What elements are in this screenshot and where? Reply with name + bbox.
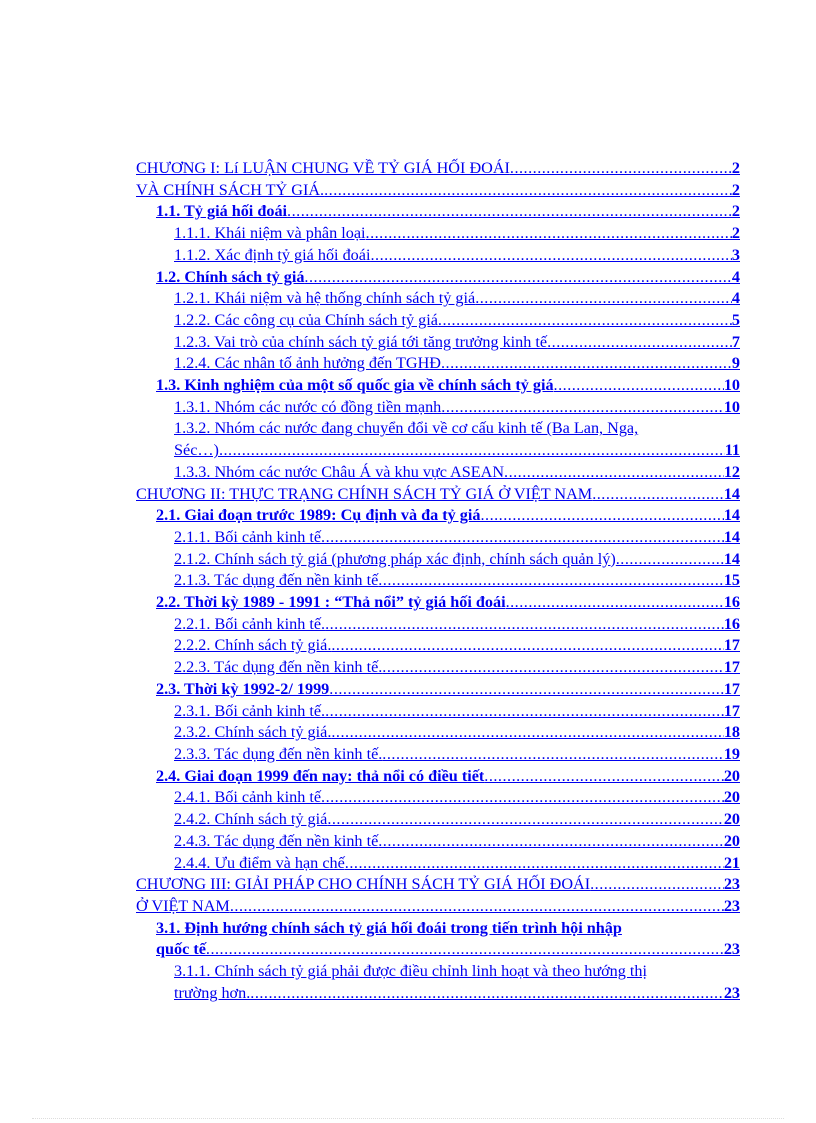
toc-leader <box>370 245 731 267</box>
toc-entry[interactable] <box>136 158 740 180</box>
toc-entry-title: 2.3.3. Tác dụng đến nền kinh tế. <box>174 744 383 763</box>
toc-leader <box>304 267 731 289</box>
toc-leader <box>382 744 724 766</box>
toc-entry[interactable] <box>136 549 740 571</box>
toc-page-number: 11 <box>724 441 740 460</box>
toc-entry[interactable] <box>136 353 740 375</box>
toc-leader <box>250 983 724 1005</box>
toc-page-number: 10 <box>723 376 740 395</box>
toc-leader <box>475 288 732 310</box>
toc-entry[interactable] <box>136 766 740 788</box>
toc-leader <box>382 657 724 679</box>
toc-leader <box>378 831 724 853</box>
toc-entry-title: 2.2. Thời kỳ 1989 - 1991 : “Thả nổi” tỷ giá hối đoái <box>156 593 506 612</box>
toc-leader <box>547 332 732 354</box>
toc-entry[interactable] <box>136 787 740 809</box>
toc-entry[interactable] <box>136 635 740 657</box>
toc-entry-title: 1.3.1. Nhóm các nước có đồng tiền mạnh <box>174 397 442 416</box>
toc-page-number: 17 <box>723 701 740 720</box>
toc-page-number: 23 <box>723 875 740 894</box>
toc-page-number: 20 <box>723 831 740 850</box>
toc-page-number: 9 <box>731 354 740 373</box>
toc-page-number: 2 <box>731 202 740 221</box>
toc-leader <box>325 701 724 723</box>
toc-leader <box>506 592 724 614</box>
toc-entry-title: 2.4. Giai đoạn 1999 đến nay: thả nổi có điều tiết <box>156 766 485 785</box>
toc-entry-title: 1.3. Kinh nghiệm của một số quốc gia về chính sách tỷ giá <box>156 376 554 395</box>
toc-entry[interactable] <box>136 918 740 961</box>
toc-entry[interactable] <box>136 896 740 918</box>
toc-page-number: 5 <box>731 310 740 329</box>
toc-page-number: 12 <box>723 462 740 481</box>
toc-page-number: 10 <box>723 397 740 416</box>
toc-entry[interactable] <box>136 853 740 875</box>
toc-leader <box>616 549 724 571</box>
toc-entry[interactable] <box>136 961 740 1004</box>
toc-page-number: 15 <box>723 571 740 590</box>
toc-page-number: 7 <box>731 332 740 351</box>
toc-entry-title: CHƯƠNG III: GIẢI PHÁP CHO CHÍNH SÁCH TỶ GIÁ HỐI ĐOÁI <box>136 875 591 894</box>
toc-entry[interactable] <box>136 462 740 484</box>
toc-entry[interactable] <box>136 332 740 354</box>
toc-entry-title: 2.2.2. Chính sách tỷ giá. <box>174 636 332 655</box>
toc-entry-title: 1.2.1. Khái niệm và hệ thống chính sách tỷ giá <box>174 289 476 308</box>
toc-page-number: 2 <box>731 224 740 243</box>
toc-leader <box>590 874 724 896</box>
toc-entry[interactable] <box>136 831 740 853</box>
toc-leader <box>438 310 732 332</box>
toc-page-number: 21 <box>723 853 740 872</box>
toc-entry[interactable] <box>136 223 740 245</box>
toc-entry-title: 2.1.2. Chính sách tỷ giá (phương pháp xác định, chính sách quản lý) <box>174 549 616 568</box>
toc-leader <box>592 484 724 506</box>
toc-entry[interactable] <box>136 484 740 506</box>
toc-page-number: 17 <box>723 636 740 655</box>
toc-entry[interactable] <box>136 245 740 267</box>
toc-entry-title: quốc tế <box>156 940 206 959</box>
toc-page-number: 23 <box>723 896 740 915</box>
toc-leader <box>331 722 723 744</box>
toc-page-number: 23 <box>723 983 740 1002</box>
toc-page-number: 18 <box>723 723 740 742</box>
toc-leader <box>219 440 725 462</box>
toc-entry[interactable] <box>136 288 740 310</box>
toc-page-number: 14 <box>723 484 740 503</box>
toc-page-number: 2 <box>731 159 740 177</box>
page-bottom-rule <box>32 1118 784 1119</box>
toc-entry-title: 2.2.1. Bối cảnh kinh tế. <box>174 614 326 633</box>
toc-page-number: 3 <box>731 245 740 264</box>
toc-entry[interactable] <box>136 180 740 202</box>
toc-entry-title: 2.4.3. Tác dụng đến nền kinh tế <box>174 831 379 850</box>
toc-entry[interactable] <box>136 310 740 332</box>
toc-entry[interactable] <box>136 701 740 723</box>
toc-leader <box>441 397 724 419</box>
toc-entry-title: 1.3.3. Nhóm các nước Châu Á và khu vực ASEAN <box>174 462 505 481</box>
toc-entry[interactable] <box>136 657 740 679</box>
toc-entry-title-line: 3.1.1. Chính sách tỷ giá phải được điều chỉnh linh hoạt và theo hướng thị <box>174 962 648 981</box>
toc-page-number: 20 <box>723 766 740 785</box>
toc-entry-title-line: 1.3.2. Nhóm các nước đang chuyển đổi về cơ cấu kinh tế (Ba Lan, Nga, <box>174 419 639 438</box>
toc-page-number: 20 <box>723 788 740 807</box>
toc-entry[interactable] <box>136 570 740 592</box>
toc-entry-title: 1.2. Chính sách tỷ giá <box>156 267 305 286</box>
table-of-contents <box>136 158 740 1004</box>
toc-page-number: 17 <box>723 679 740 698</box>
toc-page-number: 2 <box>731 180 740 199</box>
toc-entry[interactable] <box>136 744 740 766</box>
toc-entry-title: 2.1.3. Tác dụng đến nền kinh tế <box>174 571 379 590</box>
toc-entry-title: trường hơn. <box>174 983 251 1002</box>
toc-page-number: 4 <box>731 289 740 308</box>
toc-page-number: 14 <box>723 506 740 525</box>
toc-entry[interactable] <box>136 375 740 397</box>
toc-page-number: 17 <box>723 658 740 677</box>
toc-entry-title: 2.1.1. Bối cảnh kinh tế <box>174 527 322 546</box>
toc-entry-title: VÀ CHÍNH SÁCH TỶ GIÁ. <box>136 180 325 199</box>
toc-entry-title: 1.2.3. Vai trò của chính sách tỷ giá tới tăng trưởng kinh tế <box>174 332 548 351</box>
toc-leader <box>230 896 724 918</box>
toc-entry[interactable] <box>136 201 740 223</box>
toc-entry[interactable] <box>136 809 740 831</box>
toc-entry-title: 2.3. Thời kỳ 1992-2/ 1999 <box>156 679 330 698</box>
toc-entry-title: 1.1.1. Khái niệm và phân loại <box>174 224 366 243</box>
toc-entry[interactable] <box>136 679 740 701</box>
toc-leader <box>504 462 724 484</box>
toc-entry-title: 1.2.2. Các công cụ của Chính sách tỷ giá <box>174 310 438 329</box>
toc-entry-title: 2.3.2. Chính sách tỷ giá. <box>174 723 332 742</box>
toc-page-number: 14 <box>723 527 740 546</box>
toc-page-number: 20 <box>723 810 740 829</box>
toc-leader <box>324 180 732 202</box>
toc-entry-title: 2.4.2. Chính sách tỷ giá <box>174 810 328 829</box>
toc-leader <box>484 766 724 788</box>
toc-leader <box>325 614 724 636</box>
toc-entry[interactable] <box>136 874 740 896</box>
toc-leader <box>331 635 723 657</box>
toc-leader <box>287 201 732 223</box>
toc-entry-title-line: 3.1. Định hướng chính sách tỷ giá hối đoái trong tiến trình hội nhập <box>156 918 622 937</box>
toc-page-number: 23 <box>723 940 740 959</box>
toc-leader <box>378 570 724 592</box>
toc-entry[interactable] <box>136 527 740 549</box>
toc-page-number: 14 <box>723 549 740 568</box>
toc-entry-title: 2.2.3. Tác dụng đến nền kinh tế. <box>174 658 383 677</box>
toc-entry-title: 1.1. Tỷ giá hối đoái <box>156 202 288 221</box>
toc-leader <box>510 158 732 180</box>
toc-entry-title: 2.4.1. Bối cảnh kinh tế <box>174 788 322 807</box>
toc-entry-title: Séc…) <box>174 441 219 460</box>
toc-page-number: 16 <box>723 593 740 612</box>
toc-entry-title: 2.4.4. Ưu điểm và hạn chế <box>174 853 345 872</box>
toc-entry[interactable] <box>136 592 740 614</box>
toc-entry-title: CHƯƠNG II: THỰC TRẠNG CHÍNH SÁCH TỶ GIÁ Ở VIỆT NAM <box>136 484 593 503</box>
toc-leader <box>206 939 724 961</box>
toc-page-number: 4 <box>731 267 740 286</box>
toc-entry[interactable] <box>136 614 740 636</box>
toc-leader <box>321 527 724 549</box>
toc-leader <box>366 223 732 245</box>
toc-entry-title: 2.3.1. Bối cảnh kinh tế. <box>174 701 326 720</box>
toc-entry-title: CHƯƠNG I: Lí LUẬN CHUNG VỀ TỶ GIÁ HỐI ĐOÁI <box>136 159 510 177</box>
toc-entry[interactable] <box>136 722 740 744</box>
toc-page-number: 16 <box>723 614 740 633</box>
toc-leader <box>441 353 732 375</box>
toc-entry-title: Ở VIỆT NAM <box>136 896 230 915</box>
toc-leader <box>329 679 724 701</box>
toc-leader <box>554 375 724 397</box>
toc-leader <box>480 505 723 527</box>
toc-leader <box>345 853 724 875</box>
toc-entry[interactable] <box>136 418 740 461</box>
toc-entry-title: 1.1.2. Xác định tỷ giá hối đoái <box>174 245 371 264</box>
toc-entry[interactable] <box>136 267 740 289</box>
toc-entry-title: 1.2.4. Các nhân tố ảnh hưởng đến TGHĐ <box>174 354 441 373</box>
toc-leader <box>327 809 723 831</box>
toc-leader <box>321 787 724 809</box>
toc-entry[interactable] <box>136 505 740 527</box>
toc-page-number: 19 <box>723 744 740 763</box>
toc-entry[interactable] <box>136 397 740 419</box>
toc-entry-title: 2.1. Giai đoạn trước 1989: Cụ định và đa tỷ giá <box>156 506 481 525</box>
